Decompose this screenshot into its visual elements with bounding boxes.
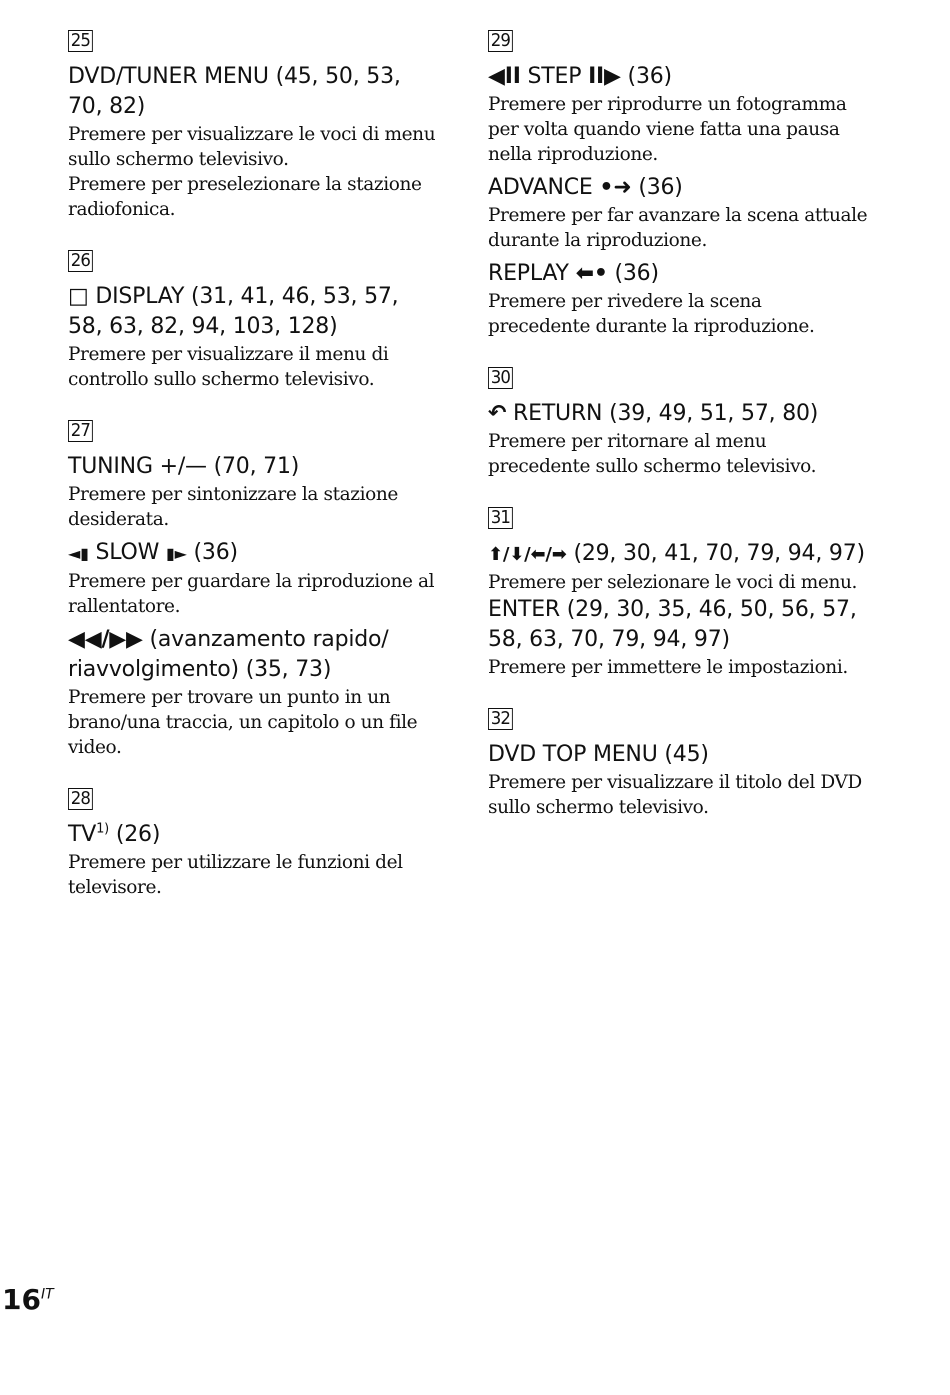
arrows-desc: Premere per selezionare le voci di menu.: [488, 572, 857, 593]
slow-heading-text: SLOW: [88, 540, 167, 565]
replay-icon: ⬅•: [575, 261, 608, 286]
arrows-heading: [488, 539, 868, 570]
section-26: [68, 250, 438, 392]
arrow-keys-icon: ⬆/⬇/⬅/➡: [488, 544, 567, 565]
step-back-icon: ◀II: [488, 64, 521, 89]
display-icon: □: [68, 284, 89, 309]
return-desc: Premere per ritornare al menu precedente sullo schermo televisivo.: [488, 431, 817, 477]
enter-heading: ENTER (29, 30, 35, 46, 50, 56, 57, 58, 63, 70, 79, 94, 97): [488, 597, 857, 652]
fast-forward-heading: [68, 625, 438, 685]
left-column: [68, 30, 438, 928]
replay-heading: [488, 259, 868, 289]
section-30: [488, 367, 868, 479]
tv-footnote-ref: 1): [96, 821, 110, 837]
tv-pages: (26): [109, 822, 161, 847]
section-25: [68, 30, 438, 222]
tv-desc: Premere per utilizzare le funzioni del televisore.: [68, 852, 403, 898]
dvd-tuner-menu-heading: DVD/TUNER MENU (45, 50, 53, 70, 82): [68, 64, 401, 119]
item-number-28: 28: [68, 788, 93, 810]
item-number-25: 25: [68, 30, 93, 52]
right-column: [488, 30, 868, 848]
display-heading-text: DISPLAY (31, 41, 46, 53, 57, 58, 63, 82, 94, 103, 128): [68, 284, 399, 339]
advance-desc: Premere per far avanzare la scena attuale durante la riproduzione.: [488, 205, 868, 251]
arrows-pages: (29, 30, 41, 70, 79, 94, 97): [566, 541, 865, 566]
item-number-31: 31: [488, 507, 513, 529]
rewind-fast-forward-icon: ◀◀/▶▶: [68, 627, 143, 652]
dvd-tuner-menu-desc-1: Premere per visualizzare le voci di menu sullo schermo televisivo.: [68, 124, 436, 170]
item-number-27: 27: [68, 420, 93, 442]
section-31: [488, 507, 868, 680]
page-number: [2, 1283, 54, 1316]
fast-forward-heading-text: (avanzamento rapido/ riavvolgimento) (35, 73): [68, 627, 389, 682]
item-number-30: 30: [488, 367, 513, 389]
step-desc: Premere per riprodurre un fotogramma per volta quando viene fatta una pausa nella riproduzione.: [488, 94, 847, 165]
section-27: [68, 420, 438, 760]
display-heading: [68, 282, 438, 342]
section-28: [68, 788, 438, 900]
display-desc: Premere per visualizzare il menu di controllo sullo schermo televisivo.: [68, 344, 389, 390]
slow-forward-icon: ▮►: [166, 544, 187, 563]
tv-heading: [68, 820, 438, 850]
dvd-top-menu-heading: DVD TOP MENU (45): [488, 742, 709, 767]
return-heading-text: RETURN (39, 49, 51, 57, 80): [506, 401, 819, 426]
advance-icon: •➜: [599, 175, 632, 200]
item-number-32: 32: [488, 708, 513, 730]
slow-heading: [68, 538, 438, 569]
item-number-26: 26: [68, 250, 93, 272]
return-heading: [488, 399, 868, 429]
slow-desc: Premere per guardare la riproduzione al rallentatore.: [68, 571, 435, 617]
tuning-desc: Premere per sintonizzare la stazione desiderata.: [68, 484, 398, 530]
dvd-tuner-menu-desc-2: Premere per preselezionare la stazione radiofonica.: [68, 174, 422, 220]
section-32: [488, 708, 868, 820]
enter-desc: Premere per immettere le impostazioni.: [488, 657, 848, 678]
item-number-29: 29: [488, 30, 513, 52]
dvd-top-menu-desc: Premere per visualizzare il titolo del DVD sullo schermo televisivo.: [488, 772, 862, 818]
replay-heading-text: REPLAY: [488, 261, 576, 286]
advance-heading-text: ADVANCE: [488, 175, 600, 200]
step-forward-icon: II▶: [588, 64, 621, 89]
step-heading: [488, 62, 868, 92]
page-language-suffix: IT: [40, 1286, 54, 1303]
replay-desc: Premere per rivedere la scena precedente durante la riproduzione.: [488, 291, 815, 337]
advance-pages: (36): [631, 175, 683, 200]
advance-heading: [488, 173, 868, 203]
slow-back-icon: ◄▮: [68, 544, 89, 563]
section-29: [488, 30, 868, 339]
return-icon: ↶: [488, 401, 507, 426]
page-number-value: 16: [2, 1283, 41, 1316]
step-heading-text: STEP: [520, 64, 589, 89]
replay-pages: (36): [607, 261, 659, 286]
tv-heading-text: TV: [68, 822, 97, 847]
step-pages: (36): [620, 64, 672, 89]
fast-forward-desc: Premere per trovare un punto in un brano/una traccia, un capitolo o un file video.: [68, 687, 418, 758]
slow-pages: (36): [186, 540, 238, 565]
tuning-heading: TUNING +/— (70, 71): [68, 454, 300, 479]
